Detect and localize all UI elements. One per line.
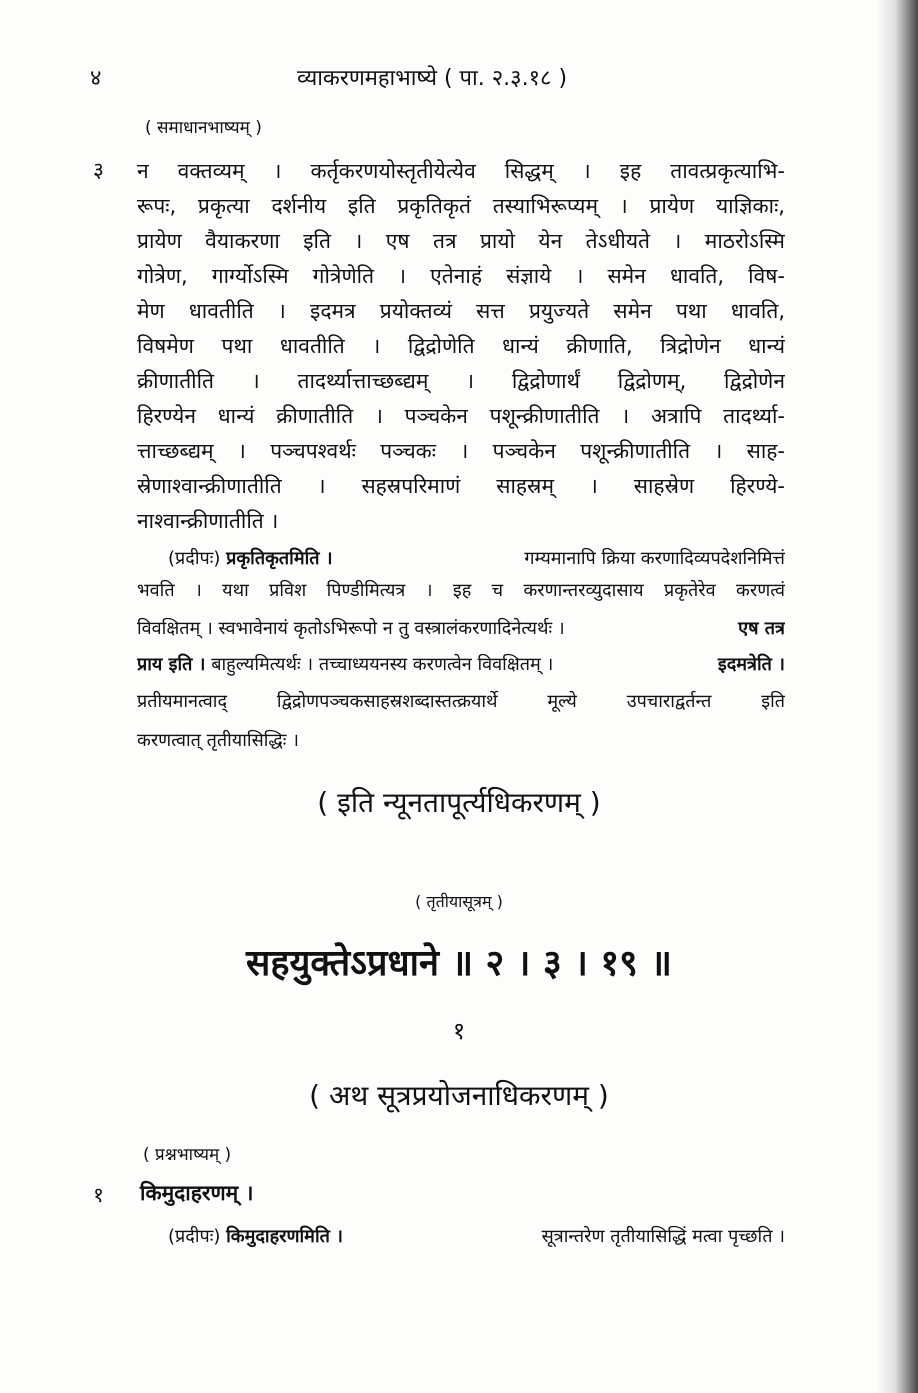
- text-line: त्ताच्छब्द्यम् । पञ्चपश्वर्थः पञ्चकः । पञ्चकेन पशून्क्रीणातीति । साह-: [137, 439, 785, 463]
- text-line: विषमेण पथा धावतीति । द्विद्रोणेति धान्यं क्रीणाति, त्रिद्रोणेन धान्यं: [137, 334, 785, 358]
- pradipa-lead: प्रकृतिकृतमिति ।: [226, 548, 333, 569]
- bhashya-question: किमुदाहरणम् ।: [140, 1181, 254, 1205]
- text-line: रूपः, प्रकृत्या दर्शनीय इति प्रकृतिकृतं तस्याभिरूप्यम् । प्रायेण याज्ञिकाः,: [137, 194, 785, 218]
- pradipa-commentary-2: [168, 1222, 785, 1252]
- bhashya-label: ( समाधानभाष्यम् ): [145, 118, 262, 138]
- text-line: न वक्तव्यम् । कर्तृकरणयोस्तृतीयेत्येव सिद्धम् । इह तावत्प्रकृत्याभि-: [137, 159, 785, 183]
- pradipa-text: बाहुल्यमित्यर्थः । तच्चाध्ययनस्य करणत्वेन विवक्षितम् ।: [211, 654, 554, 675]
- text-line: हिरण्येन धान्यं क्रीणातीति । पञ्चकेन पशून्क्रीणातीति । अत्रापि तादर्थ्या-: [137, 404, 785, 428]
- pradipa-text: विवक्षितम् । स्वभावेनायं कृतोऽभिरूपो न तु वस्त्रालंकरणादिनेत्यर्थः ।: [137, 618, 565, 639]
- pradipa-label: (प्रदीपः): [168, 1226, 221, 1247]
- bhashya-label: ( प्रश्नभाष्यम् ): [143, 1145, 232, 1165]
- pradipa-line: [137, 614, 785, 644]
- pradipa-lead: किमुदाहरणमिति ।: [226, 1226, 343, 1247]
- page-edge-shadow: [876, 0, 918, 1393]
- pradipa-line: प्रतीयमानत्वाद् द्विद्रोणपञ्चकसाहस्रशब्दास्तत्क्रयार्थे मूल्ये उपचाराद्वर्तन्त इति: [137, 691, 785, 712]
- text-line: प्रायेण वैयाकरणा इति । एष तत्र प्रायो येन तेऽधीयते । माठरोऽस्मि: [137, 229, 785, 253]
- text-line: नाश्वान्क्रीणातीति ।: [137, 509, 279, 533]
- pradipa-text: गम्यमानापि क्रिया करणादिव्यपदेशनिमित्तं: [524, 548, 785, 569]
- pradipa-first-line: [168, 544, 785, 574]
- sutra-number: १: [452, 1017, 466, 1045]
- text-line: गोत्रेण, गार्ग्योऽस्मि गोत्रेणेति । एतेनाहं संज्ञाये । समेन धावति, विष-: [137, 264, 785, 288]
- paragraph-number: १: [93, 1183, 104, 1207]
- pradipa-line: [137, 650, 785, 680]
- pradipa-bold: प्राय इति ।: [137, 654, 206, 675]
- pradipa-line: करणत्वात् तृतीयासिद्धिः ।: [137, 730, 299, 751]
- pradipa-line: भवति । यथा प्रविश पिण्डीमित्यत्र । इह च करणान्तरव्युदासाय प्रकृतेरेव करणत्वं: [137, 580, 785, 601]
- text-line: स्रेणाश्वान्क्रीणातीति । सहस्रपरिमाणं साहस्रम् । साहस्रेण हिरण्ये-: [137, 474, 785, 498]
- text-line: मेण धावतीति । इदमत्र प्रयोक्तव्यं सत्त प्रयुज्यते समेन पथा धावति,: [137, 299, 785, 323]
- page-number: ४: [90, 66, 102, 91]
- sutra-label: ( तृतीयासूत्रम् ): [415, 892, 503, 911]
- running-title: व्याकरणमहाभाष्ये ( पा. २.३.१८ ): [296, 66, 568, 91]
- text-line: क्रीणातीति । तादर्थ्यात्ताच्छब्द्यम् । द्विद्रोणार्थं द्विद्रोणम्, द्विद्रोणेन: [137, 369, 785, 393]
- sutra-text: सहयुक्तेऽप्रधाने ॥ २ । ३ । १९ ॥: [246, 943, 672, 984]
- adhikarana-end-heading: ( इति न्यूनतापूर्त्यधिकरणम् ): [317, 786, 601, 819]
- pradipa-text: सूत्रान्तरेण तृतीयासिद्धिं मत्वा पृच्छति ।: [541, 1226, 785, 1247]
- pradipa-bold: एष तत्र: [738, 618, 785, 639]
- pradipa-label: (प्रदीपः): [168, 548, 221, 569]
- paragraph-number: ३: [93, 158, 104, 182]
- pradipa-bold: इदमत्रेति ।: [717, 654, 785, 675]
- adhikarana-heading: ( अथ सूत्रप्रयोजनाधिकरणम् ): [309, 1079, 609, 1112]
